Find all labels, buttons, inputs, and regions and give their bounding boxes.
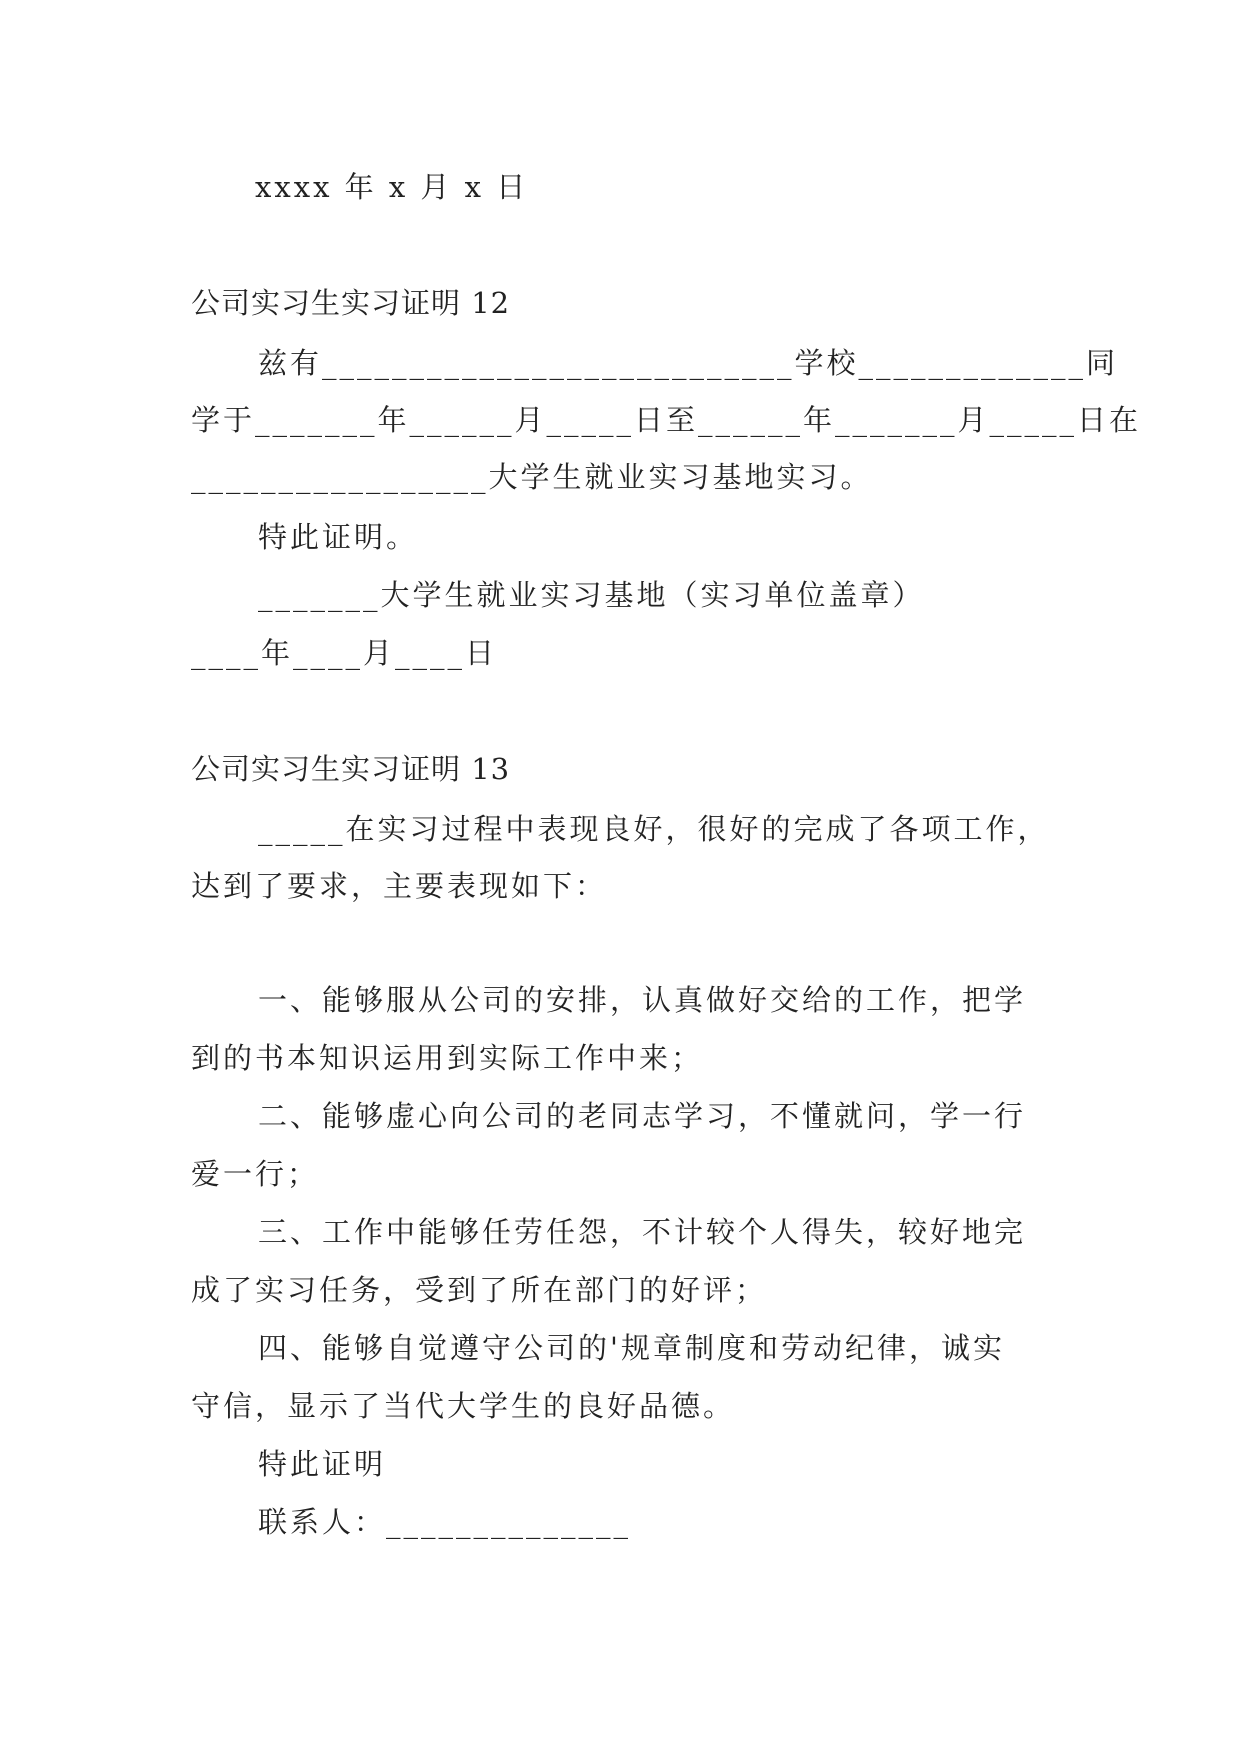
cert13-intro-line-2: 达到了要求，主要表现如下： xyxy=(191,869,608,903)
cert13-item-4-line-1: 四、能够自觉遵守公司的'规章制度和劳动纪律，诚实 xyxy=(258,1331,1005,1365)
cert13-item-4-line-2: 守信，显示了当代大学生的良好品德。 xyxy=(191,1389,736,1423)
cert13-title: 公司实习生实习证明 13 xyxy=(191,752,511,786)
cert13-item-2-line-2: 爱一行； xyxy=(191,1157,320,1191)
cert13-item-3-line-1: 三、工作中能够任劳任怨，不计较个人得失，较好地完 xyxy=(258,1215,1027,1249)
cert13-item-2-line-1: 二、能够虚心向公司的老同志学习，不懂就问，学一行 xyxy=(258,1099,1027,1133)
cert12-closing: 特此证明。 xyxy=(258,520,419,554)
cert13-contact-line: 联系人：______________ xyxy=(258,1505,632,1539)
cert12-date-blank: ____年____月____日 xyxy=(191,636,498,670)
cert13-intro-line-1: _____在实习过程中表现良好，很好的完成了各项工作， xyxy=(258,812,1050,846)
cert13-item-1-line-1: 一、能够服从公司的安排，认真做好交给的工作，把学 xyxy=(258,983,1027,1017)
date-line: xxxx 年 x 月 x 日 xyxy=(255,170,529,204)
cert12-body-line-1: 兹有___________________________学校_____________同 xyxy=(258,346,1119,380)
cert12-body-line-2: 学于_______年______月_____日至______年_______月_____日在 xyxy=(191,403,1142,437)
cert13-closing: 特此证明 xyxy=(258,1447,387,1481)
cert13-item-3-line-2: 成了实习任务，受到了所在部门的好评； xyxy=(191,1273,768,1307)
cert12-body-line-3: _________________大学生就业实习基地实习。 xyxy=(191,460,873,494)
cert12-stamp-line: _______大学生就业实习基地（实习单位盖章） xyxy=(258,578,925,612)
cert12-title: 公司实习生实习证明 12 xyxy=(191,286,511,320)
cert13-item-1-line-2: 到的书本知识运用到实际工作中来； xyxy=(191,1041,704,1075)
